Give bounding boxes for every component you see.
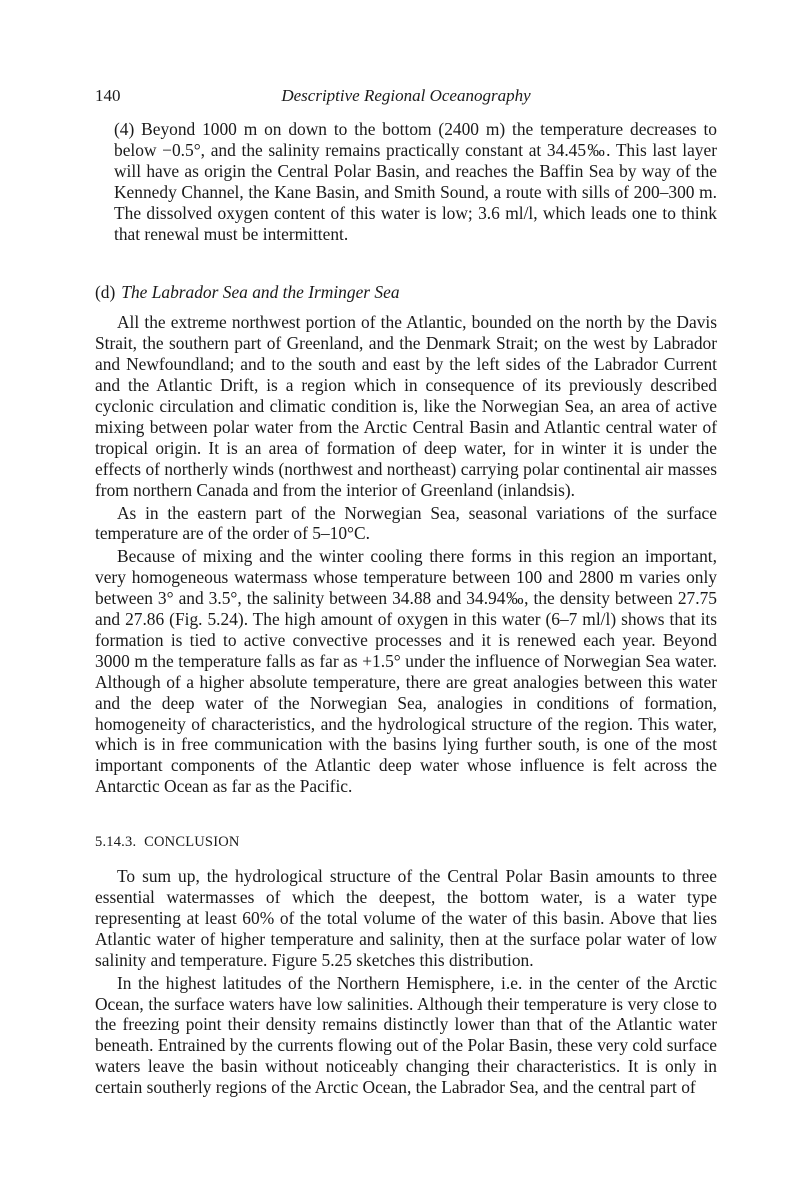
- paragraph: All the extreme northwest portion of the Atlantic, bounded on the north by the Davis Strait, the southern part of Greenland, and the Denmark Strait; on the west by Labrador and Newfoundland; and to the south and east by the left sides of the Labrador Current and the Atlantic Drift, is a region which in consequence of its previously described cyclonic circulation and climatic condition is, like the Norwegian Sea, an area of active mixing between polar water from the Arctic Central Basin and Atlantic central water of tropical origin. It is an area of formation of deep water, for in winter it is under the effects of northerly winds (northwest and northeast) carrying polar continental air masses from northern Canada and from the interior of Greenland (inlandsis).: [95, 312, 717, 500]
- section-number: 5.14.3.: [95, 834, 137, 851]
- page-body: [95, 119, 717, 1098]
- paragraph: To sum up, the hydrological structure of the Central Polar Basin amounts to three essential watermasses of which the deepest, the bottom water, is a water type representing at least 60% of the total volume of the water of this basin. Above that lies Atlantic water of higher temperature and salinity, then at the surface polar water of low salinity and temperature. Figure 5.25 sketches this distribution.: [95, 866, 717, 970]
- page-header: [95, 86, 717, 110]
- subsection-label: (d): [95, 282, 116, 303]
- section-heading: [95, 832, 717, 853]
- paragraph: Because of mixing and the winter cooling there forms in this region an important, very homogeneous watermass whose temperature between 100 and 2800 m varies only between 3° and 3.5°, the salinity between 34.88 and 34.94‰, the density between 27.75 and 27.86 (Fig. 5.24). The high amount of oxygen in this water (6–7 ml/l) shows that its formation is tied to active convective processes and it is renewed each year. Beyond 3000 m the temperature falls as far as +1.5° under the influence of Norwegian Sea water. Although of a higher absolute temperature, there are great analogies between this water and the deep water of the Norwegian Sea, analogies in conditions of formation, homogeneity of characteristics, and the hydrological structure of the region. This water, which is in free communication with the basins lying further south, is one of the most important components of the Atlantic deep water whose influence is felt across the Antarctic Ocean as far as the Pacific.: [95, 546, 717, 797]
- paragraph: As in the eastern part of the Norwegian Sea, seasonal variations of the surface temperature are of the order of 5–10°C.: [95, 502, 717, 544]
- subsection-title: The Labrador Sea and the Irminger Sea: [121, 282, 400, 303]
- subsection-heading: [95, 282, 717, 303]
- running-title: Descriptive Regional Oceanography: [281, 86, 531, 105]
- list-item-4: (4) Beyond 1000 m on down to the bottom (2400 m) the temperature decreases to below −0.5°, and the salinity remains practically constant at 34.45‰. This last layer will have as origin the Central Polar Basin, and reaches the Baffin Sea by way of the Kennedy Channel, the Kane Basin, and Smith Sound, a route with sills of 200–300 m. The dissolved oxygen content of this water is low; 3.6 ml/l, which leads one to think that renewal must be intermittent.: [114, 119, 717, 244]
- page-number: 140: [95, 86, 121, 105]
- section-title: CONCLUSION: [144, 834, 240, 851]
- paragraph: In the highest latitudes of the Northern Hemisphere, i.e. in the center of the Arctic Ocean, the surface waters have low salinities. Although their temperature is very close to the freezing point their density remains distinctly lower than that of the Atlantic water beneath. Entrained by the currents flowing out of the Polar Basin, these very cold surface waters leave the basin without noticeably changing their characteristics. It is only in certain southerly regions of the Arctic Ocean, the Labrador Sea, and the central part of: [95, 972, 717, 1098]
